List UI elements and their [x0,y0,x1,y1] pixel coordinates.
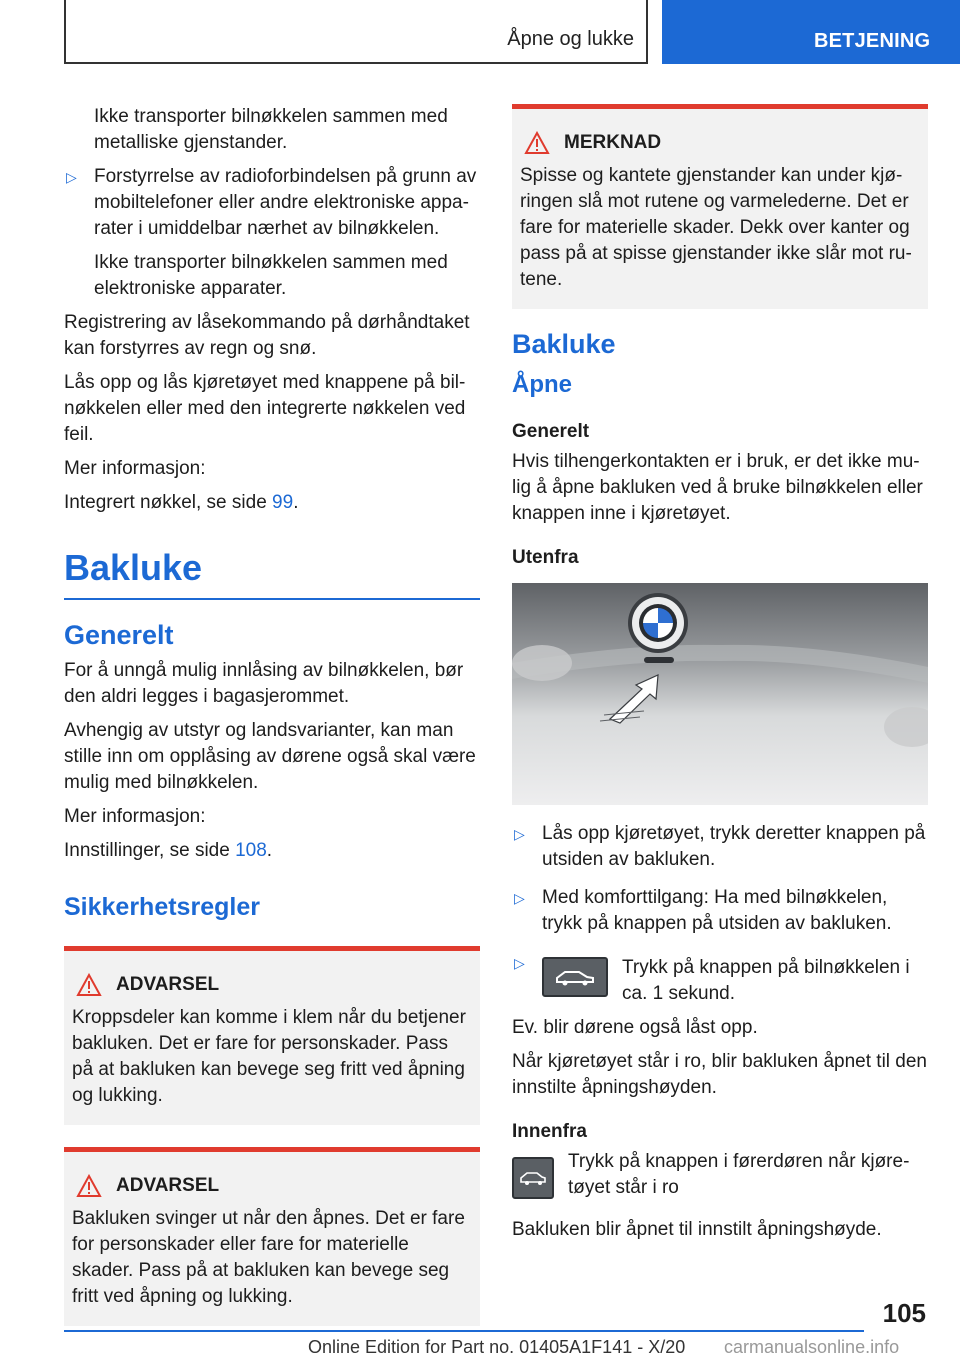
header-section-box [64,0,648,64]
paragraph: Ikke transporter bilnøkkelen sammen med elektroniske apparater. [94,252,448,299]
warning-title-text: ADVARSEL [116,1175,220,1196]
car-tailgate-icon [553,966,597,988]
right-column [512,104,928,1251]
instruction-text: Trykk på knappen i førerdøren når kjøre-tøyet står i ro [568,1151,910,1198]
heading-rule [64,598,480,600]
warning-title [72,973,472,997]
warning-text: Bakluken svinger ut når den åpnes. Det er fare for personskader eller fare for materielle skader. Pass på at bakluken kan bevege seg fritt ved åpning og lukking. [72,1208,465,1307]
paragraph: Lås opp og lås kjøretøyet med knappene på bil-nøkkelen eller med den integrerte nøkkelen ved feil. [64,372,466,445]
bullet-triangle-icon: ▷ [514,890,525,906]
cross-reference-end: . [266,840,273,861]
cross-reference [64,838,480,864]
bullet-triangle-icon: ▷ [66,169,77,185]
warning-triangle-icon [524,131,550,155]
warning-box [64,946,480,1125]
paragraph: Hvis tilhengerkontakten er i bruk, er det ikke mu-lig å åpne bakluken ved å bruke bilnøkkelen eller knappen inne i kjøretøyet. [512,451,923,524]
cross-reference [64,490,480,516]
bullet-item [512,885,928,937]
watermark: carmanualsonline.info [724,1337,900,1357]
header-section-title: Åpne og lukke [507,28,634,50]
subsection-heading: Åpne [512,371,572,398]
bullet-text: Lås opp kjøretøyet, trykk deretter knappen på utsiden av bakluken. [542,823,926,870]
notice-text: Spisse og kantete gjenstander kan under kjø-ringen slå mot rutene og varmelederne. Det er fare for materielle skader. Dekk over kanter og pass på at spisse gjenstander ikke slår mot ru-tene. [520,165,912,290]
section-heading: Generelt [64,620,174,650]
paragraph: Ikke transporter bilnøkkelen sammen med metalliske gjenstander. [94,106,448,153]
edition-note: Online Edition for Part no. 01405A1F141 - X/20 [308,1337,686,1357]
cross-reference-text: Integrert nøkkel, se side [64,492,273,513]
warning-triangle-icon [76,1174,102,1198]
bullet-item [64,164,480,242]
warning-title [72,1174,472,1198]
paragraph-heading: Generelt [512,421,590,442]
key-tailgate-button-icon [542,957,608,997]
paragraph: Ev. blir dørene også låst opp. [512,1017,758,1038]
page-link[interactable]: 99 [272,492,294,513]
notice-box [512,104,928,309]
door-tailgate-button-icon [512,1157,554,1199]
cross-reference-end: . [293,492,299,513]
footer-rule [64,1330,864,1332]
paragraph-heading: Utenfra [512,547,579,568]
bullet-triangle-icon: ▷ [514,955,525,971]
page-link[interactable]: 108 [235,840,267,861]
warning-triangle-icon [76,973,102,997]
more-info-label: Mer informasjon: [64,806,206,827]
bullet-item-with-icon [512,955,928,1007]
bullet-text: Forstyrrelse av radioforbindelsen på grunn av mobiltelefoner eller andre elektroniske appa-rater i umiddelbar nærhet av bilnøkkelen. [94,166,477,239]
paragraph: For å unngå mulig innlåsing av bilnøkkelen, bør den aldri legges i bagasjerommet. [64,660,464,707]
left-column [64,104,480,1344]
warning-text: Kroppsdeler kan komme i klem når du betjener bakluken. Det er fare for personskader. Pass på at bakluken kan bevege seg fritt ved åpning og lukking. [72,1007,466,1106]
bullet-item [512,821,928,873]
header-chapter-tab[interactable] [662,0,960,64]
tailgate-illustration [512,583,928,805]
notice-title [520,131,920,155]
bullet-text: Trykk på knappen på bilnøkkelen i ca. 1 sekund. [622,957,910,1004]
chapter-heading: Bakluke [64,547,203,588]
section-heading: Sikkerhetsregler [64,893,260,921]
paragraph: Når kjøretøyet står i ro, blir bakluken åpnet til den innstilte åpningshøyden. [512,1051,928,1098]
warning-box [64,1147,480,1326]
notice-title-text: MERKNAD [564,132,662,153]
header-chapter-label: BETJENING [814,30,931,52]
page-number: 105 [882,1298,926,1328]
paragraph: Avhengig av utstyr og landsvarianter, kan man stille inn om opplåsing av dørene også skal være mulig med bilnøkkelen. [64,720,476,793]
paragraph: Bakluken blir åpnet til innstilt åpningshøyde. [512,1219,882,1240]
icon-instruction [512,1149,928,1201]
paragraph: Registrering av låsekommando på dørhåndtaket kan forstyrres av regn og snø. [64,312,470,359]
more-info-label: Mer informasjon: [64,458,206,479]
tailgate-button-photo [512,583,928,805]
bullet-triangle-icon: ▷ [514,826,525,842]
cross-reference-text: Innstillinger, se side [64,840,236,861]
bullet-text: Med komforttilgang: Ha med bilnøkkelen, trykk på knappen på utsiden av bakluken. [542,887,892,934]
warning-title-text: ADVARSEL [116,974,220,995]
section-heading: Bakluke [512,329,616,359]
paragraph-heading: Innenfra [512,1121,587,1142]
car-tailgate-icon [518,1168,548,1188]
